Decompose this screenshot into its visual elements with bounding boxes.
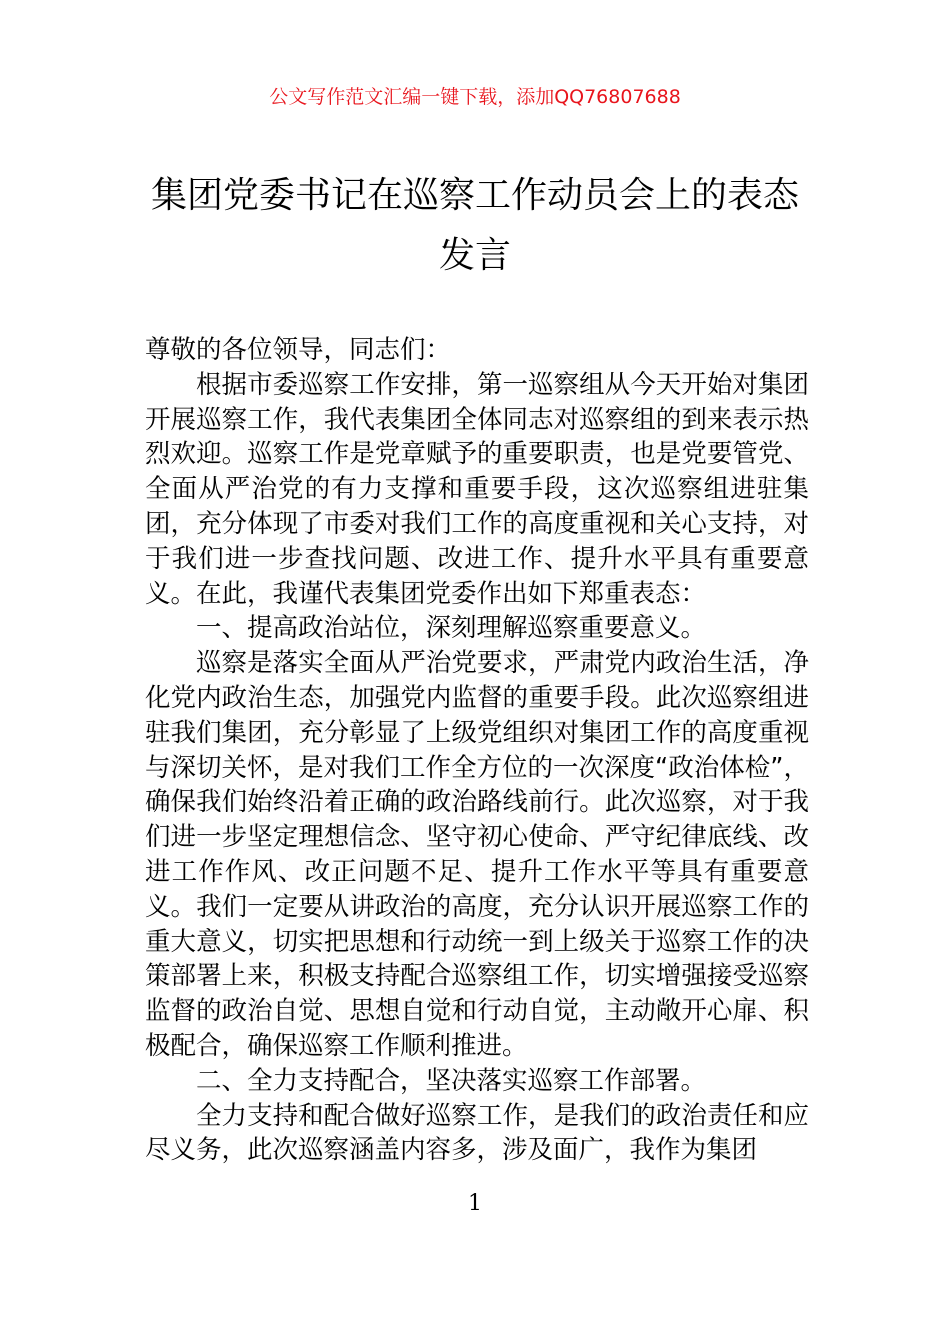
paragraph-intro: 根据市委巡察工作安排，第一巡察组从今天开始对集团开展巡察工作，我代表集团全体同志对巡察组的到来表示热烈欢迎。巡察工作是党章赋予的重要职责，也是党要管党、全面从严治党的有力支撑和重要手段，这次巡察组进驻集团，充分体现了市委对我们工作的高度重视和关心支持，对于我们进一步查找问题、改进工作、提升水平具有重要意义。在此，我谨代表集团党委作出如下郑重表态： — [145, 369, 809, 609]
header-ad-text: 公文写作范文汇编一键下载，添加QQ76807688 — [269, 86, 681, 108]
paragraph-section-2: 全力支持和配合做好巡察工作，是我们的政治责任和应尽义务，此次巡察涵盖内容多，涉及面广，我作为集团 — [145, 1100, 809, 1166]
section-heading-1: 一、提高政治站位，深刻理解巡察重要意义。 — [196, 613, 707, 644]
salutation: 尊敬的各位领导，同志们： — [145, 335, 452, 365]
page-number: 1 — [468, 1191, 482, 1216]
paragraph-section-1: 巡察是落实全面从严治党要求，严肃党内政治生活，净化党内政治生态，加强党内监督的重要手段。此次巡察组进驻我们集团，充分彰显了上级党组织对集团工作的高度重视与深切关怀，是对我们工作全方位的一次深度“政治体检”，确保我们始终沿着正确的政治路线前行。此次巡察，对于我们进一步坚定理想信念、坚守初心使命、严守纪律底线、改进工作作风、改正问题不足、提升工作水平等具有重要意义。我们一定要从讲政治的高度，充分认识开展巡察工作的重大意义，切实把思想和行动统一到上级关于巡察工作的决策部署上来，积极支持配合巡察组工作，切实增强接受巡察监督的政治自觉、思想自觉和行动自觉，主动敞开心扉、积极配合，确保巡察工作顺利推进。 — [145, 648, 809, 1061]
section-heading-2: 二、全力支持配合，坚决落实巡察工作部署。 — [196, 1065, 707, 1096]
document-title — [120, 166, 830, 286]
title-line-1: 集团党委书记在巡察工作动员会上的表态 — [150, 175, 799, 216]
document-body — [145, 333, 809, 1168]
title-line-2: 发言 — [438, 235, 511, 276]
